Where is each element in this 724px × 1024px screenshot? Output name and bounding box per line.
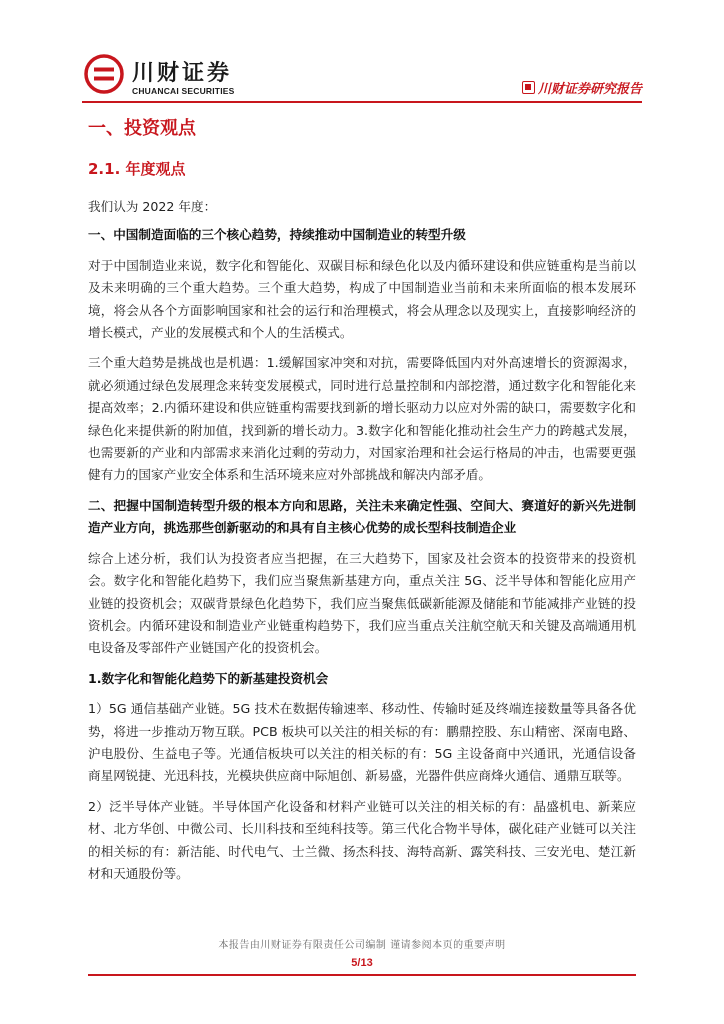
paragraph-investment-summary: 综合上述分析，我们认为投资者应当把握，在三大趋势下，国家及社会资本的投资带来的投资机会。数字化和智能化趋势下，我们应当聚焦新基建方向，重点关注 5G、泛半导体和智能化应用产业链的投资机会；双碳背景绿色化趋势下，我们应当聚焦低碳新能源及储能和节能减排产业链的投资机会。内循环建设和制造业产业链重构趋势下，我们应当重点关注航空航天和关键及高端通用机电设备及零部件产业链国产化的投资机会。 [88, 550, 636, 656]
company-name-cn: 川财证券 [132, 61, 233, 86]
report-type-tag [522, 78, 642, 97]
section-heading: 一、投资观点 [88, 118, 196, 139]
paragraph-point-two-heading: 二、把握中国制造转型升级的根本方向和思路，关注未来确定性强、空间大、赛道好的新兴先进制造产业方向，挑选那些创新驱动的和具有自主核心优势的成长型科技制造企业 [88, 497, 636, 536]
paragraph-trends: 对于中国制造业来说，数字化和智能化、双碳目标和绿色化以及内循环建设和供应链重构是当前以及未来明确的三个重大趋势。三个重大趋势，构成了中国制造业当前和未来所面临的根本发展环境，将会从各个方面影响国家和社会的运行和治理模式，将会从理念以及现实上，直接影响经济的增长模式，产业的发展模式和个人的生活模式。 [88, 257, 636, 341]
paragraph-new-infra-heading: 1.数字化和智能化趋势下的新基建投资机会 [88, 670, 329, 686]
footer-divider [88, 974, 636, 976]
page-number: 5/13 [351, 957, 373, 969]
subsection-heading: 2.1. 年度观点 [88, 160, 186, 178]
company-name-en: CHUANCAI SECURITIES [132, 86, 235, 96]
report-header [82, 52, 642, 102]
paragraph-point-one-heading: 一、中国制造面临的三个核心趋势，持续推动中国制造业的转型升级 [88, 227, 466, 243]
company-logo-icon [84, 54, 124, 94]
paragraph-semiconductor-chain: 2）泛半导体产业链。半导体国产化设备和材料产业链可以关注的相关标的有：晶盛机电、新莱应材、北方华创、中微公司、长川科技和至纯科技等。第三代化合物半导体，碳化硅产业链可以关注的相关标的有：新洁能、时代电气、士兰微、扬杰科技、海特高新、露笑科技、三安光电、楚江新材和天通股份等。 [88, 798, 636, 881]
body-content [88, 196, 636, 893]
header-divider [82, 101, 642, 103]
paragraph-intro: 我们认为 2022 年度： [88, 199, 217, 214]
report-type-label: 川财证券研究报告 [537, 82, 642, 97]
footer-disclaimer: 本报告由川财证券有限责任公司编制 谨请参阅本页的重要声明 [218, 940, 506, 951]
paragraph-challenges: 三个重大趋势是挑战也是机遇：1.缓解国家冲突和对抗，需要降低国内对外高速增长的资源渴求，就必须通过绿色发展理念来转变发展模式，同时进行总量控制和内部挖潜，通过数字化和智能化来提高效率；2.内循环建设和供应链重构需要找到新的增长驱动力以应对外需的缺口，需要数字化和绿色化来提供新的附加值，找到新的增长动力。3.数字化和智能化推动社会生产力的跨越式发展，也需要新的产业和内部需求来消化过剩的劳动力，对国家治理和社会运行格局的冲击，也需要更强健有力的国家产业安全体系和生活环境来应对外部挑战和解决内部矛盾。 [88, 355, 636, 483]
report-tag-icon [522, 81, 535, 94]
paragraph-5g-chain: 1）5G 通信基础产业链。5G 技术在数据传输速率、移动性、传输时延及终端连接数量等具备各优势，将进一步推动万物互联。PCB 板块可以关注的相关标的有：鹏鼎控股、东山精密、深南电路、沪电股份、生益电子等。光通信板块可以关注的相关标的有：5G 主设备商中兴通讯，光通信设备商星网锐捷、光迅科技，光模块供应商中际旭创、新易盛，光器件供应商烽火通信、通鼎互联等。 [88, 701, 636, 784]
